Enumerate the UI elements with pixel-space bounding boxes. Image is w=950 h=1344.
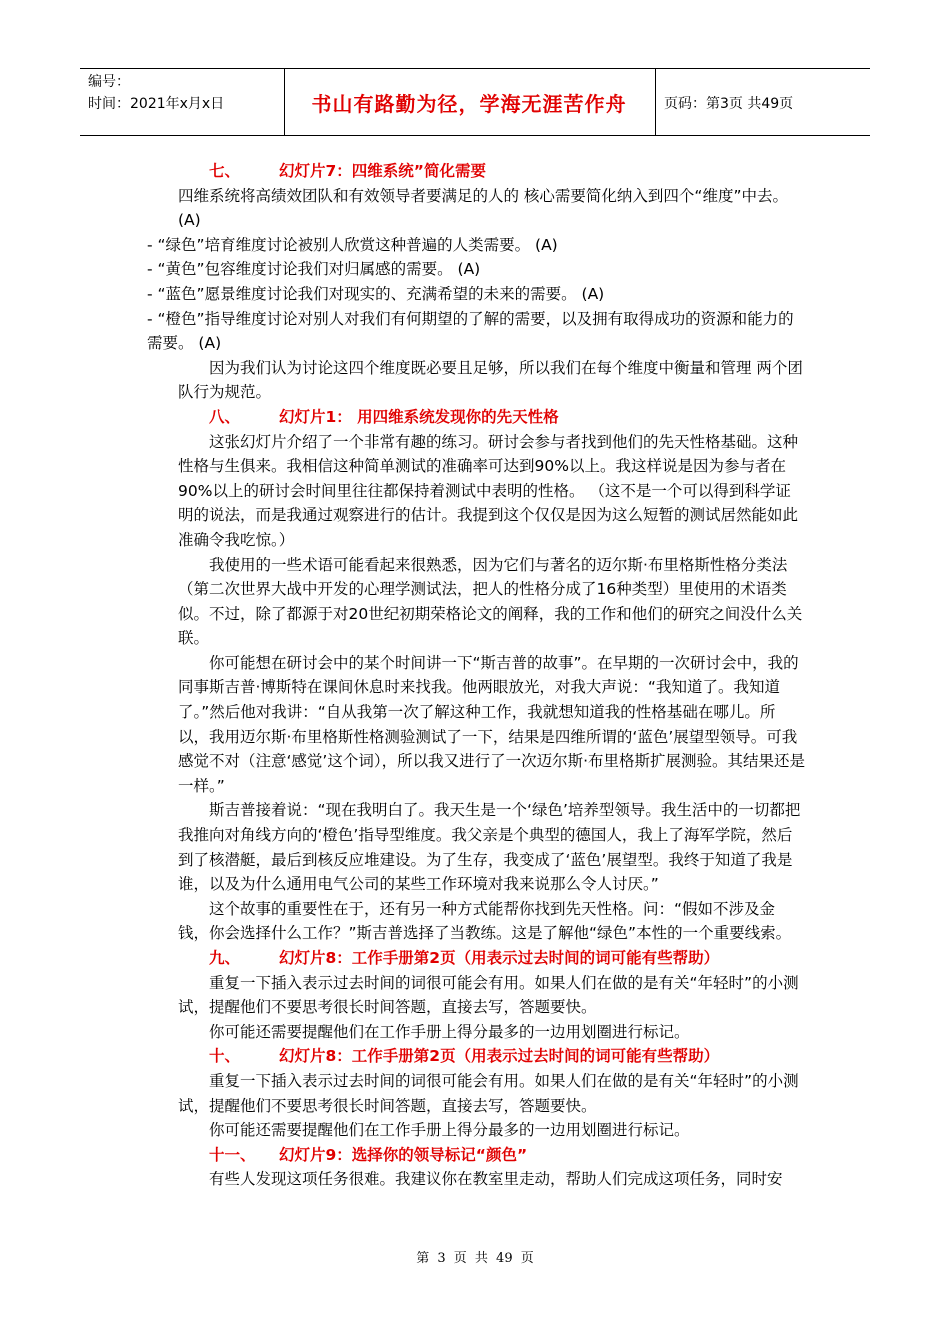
paragraph: 你可能想在研讨会中的某个时间讲一下“斯吉普的故事”。在早期的一次研讨会中，我的同事斯吉普·博斯特在课间休息时来找我。他两眼放光，对我大声说：“我知道了。我知道了。”然后他对我讲：“自从我第一次了解这种工作，我就想知道我的性格基础在哪儿。所以，我用迈尔斯·布里格斯性格测验测试了一下，结果是四维所谓的‘蓝色’展望型领导。可我感觉不对（注意‘感觉’这个词），所以我又进行了一次迈尔斯·布里格斯扩展测验。其结果还是一样。” — [178, 653, 806, 795]
bullet-item: - “绿色”培育维度讨论被别人欣赏这种普遍的人类需要。 (A) — [147, 233, 806, 258]
paragraph: 有些人发现这项任务很难。我建议你在教室里走动，帮助人们完成这项任务，同时安 — [209, 1170, 783, 1189]
section-heading — [178, 405, 806, 430]
section-heading — [178, 159, 806, 184]
section-heading — [178, 1044, 806, 1069]
header-divider-right — [655, 68, 656, 135]
section-title: 幻灯片8：工作手册第2页（用表示过去时间的词可能有些帮助） — [279, 949, 720, 967]
paragraph: 我使用的一些术语可能看起来很熟悉，因为它们与著名的迈尔斯·布里格斯性格分类法（第二次世界大战中开发的心理学测试法，把人的性格分成了16种类型）里使用的术语类似。不过，除了都源于对20世纪初期荣格论文的阐释，我的工作和他们的研究之间没什么关联。 — [178, 555, 803, 648]
paragraph: 这张幻灯片介绍了一个非常有趣的练习。研讨会参与者找到他们的先天性格基础。这种性格与生俱来。我相信这种简单测试的准确率可达到90%以上。我这样说是因为参与者在90%以上的研讨会时间里往往都保持着测试中表明的性格。 （这不是一个可以得到科学证明的说法，而是我通过观察进行的估计。我提到这个仅仅是因为这么短暂的测试居然能如此准确令我吃惊。） — [178, 432, 799, 549]
bullet-item: - “蓝色”愿景维度讨论我们对现实的、充满希望的未来的需要。 (A) — [147, 282, 806, 307]
paragraph: 重复一下插入表示过去时间的词很可能会有用。如果人们在做的是有关“年轻时”的小测试，提醒他们不要思考很长时间答题，直接去写，答题要快。 — [178, 973, 799, 1017]
date-label: 时间：2021年x月x日 — [88, 96, 225, 112]
section-title: 幻灯片7：四维系统”简化需要 — [279, 162, 486, 180]
paragraph: 四维系统将高绩效团队和有效领导者要满足的人的 核心需要简化纳入到四个“维度”中去。(A) — [178, 186, 788, 230]
section-number: 七、 — [209, 162, 241, 180]
section-number: 九、 — [209, 949, 241, 967]
page-footer: 第 3 页 共 49 页 — [416, 1251, 534, 1266]
document-body — [147, 159, 806, 1192]
header-motto: 书山有路勤为径，学海无涯苦作舟 — [311, 92, 627, 116]
section-title: 幻灯片1： 用四维系统发现你的先天性格 — [279, 407, 559, 426]
section-heading — [178, 1143, 806, 1168]
header-meta — [88, 71, 224, 115]
paragraph: 斯吉普接着说：“现在我明白了。我天生是一个‘绿色’培养型领导。我生活中的一切都把我推向对角线方向的‘橙色’指导型维度。我父亲是个典型的德国人，我上了海军学院，然后到了核潜艇，最后到核反应堆建设。为了生存，我变成了‘蓝色’展望型。我终于知道了我是谁，以及为什么通用电气公司的某些工作环境对我来说那么令人讨厌。” — [178, 801, 801, 894]
header-top-rule — [80, 68, 870, 69]
section-heading — [178, 946, 806, 971]
section-number: 十一、 — [209, 1145, 256, 1164]
header-bottom-rule — [80, 135, 870, 136]
section-title: 幻灯片8：工作手册第2页（用表示过去时间的词可能有些帮助） — [279, 1047, 720, 1066]
header-page-label: 页码：第3页 共49页 — [664, 96, 794, 112]
paragraph: 这个故事的重要性在于，还有另一种方式能帮你找到先天性格。问：“假如不涉及金钱，你会选择什么工作？”斯吉普选择了当教练。这是了解他“绿色”本性的一个重要线索。 — [178, 899, 792, 943]
paragraph: 你可能还需要提醒他们在工作手册上得分最多的一边用划圈进行标记。 — [209, 1121, 690, 1140]
bullet-item: - “黄色”包容维度讨论我们对归属感的需要。 (A) — [147, 257, 806, 282]
bullet-item: - “橙色”指导维度讨论对别人对我们有何期望的了解的需要，以及拥有取得成功的资源和能力的需要。 (A) — [147, 307, 806, 356]
section-number: 八、 — [209, 407, 241, 426]
code-label: 编号： — [88, 74, 130, 90]
paragraph: 你可能还需要提醒他们在工作手册上得分最多的一边用划圈进行标记。 — [209, 1022, 690, 1041]
paragraph: 因为我们认为讨论这四个维度既必要且足够，所以我们在每个维度中衡量和管理 两个团队行为规范。 — [178, 358, 803, 402]
paragraph: 重复一下插入表示过去时间的词很可能会有用。如果人们在做的是有关“年轻时”的小测试，提醒他们不要思考很长时间答题，直接去写，答题要快。 — [178, 1071, 799, 1115]
section-number: 十、 — [209, 1047, 241, 1066]
section-title: 幻灯片9：选择你的领导标记“颜色” — [279, 1145, 528, 1164]
